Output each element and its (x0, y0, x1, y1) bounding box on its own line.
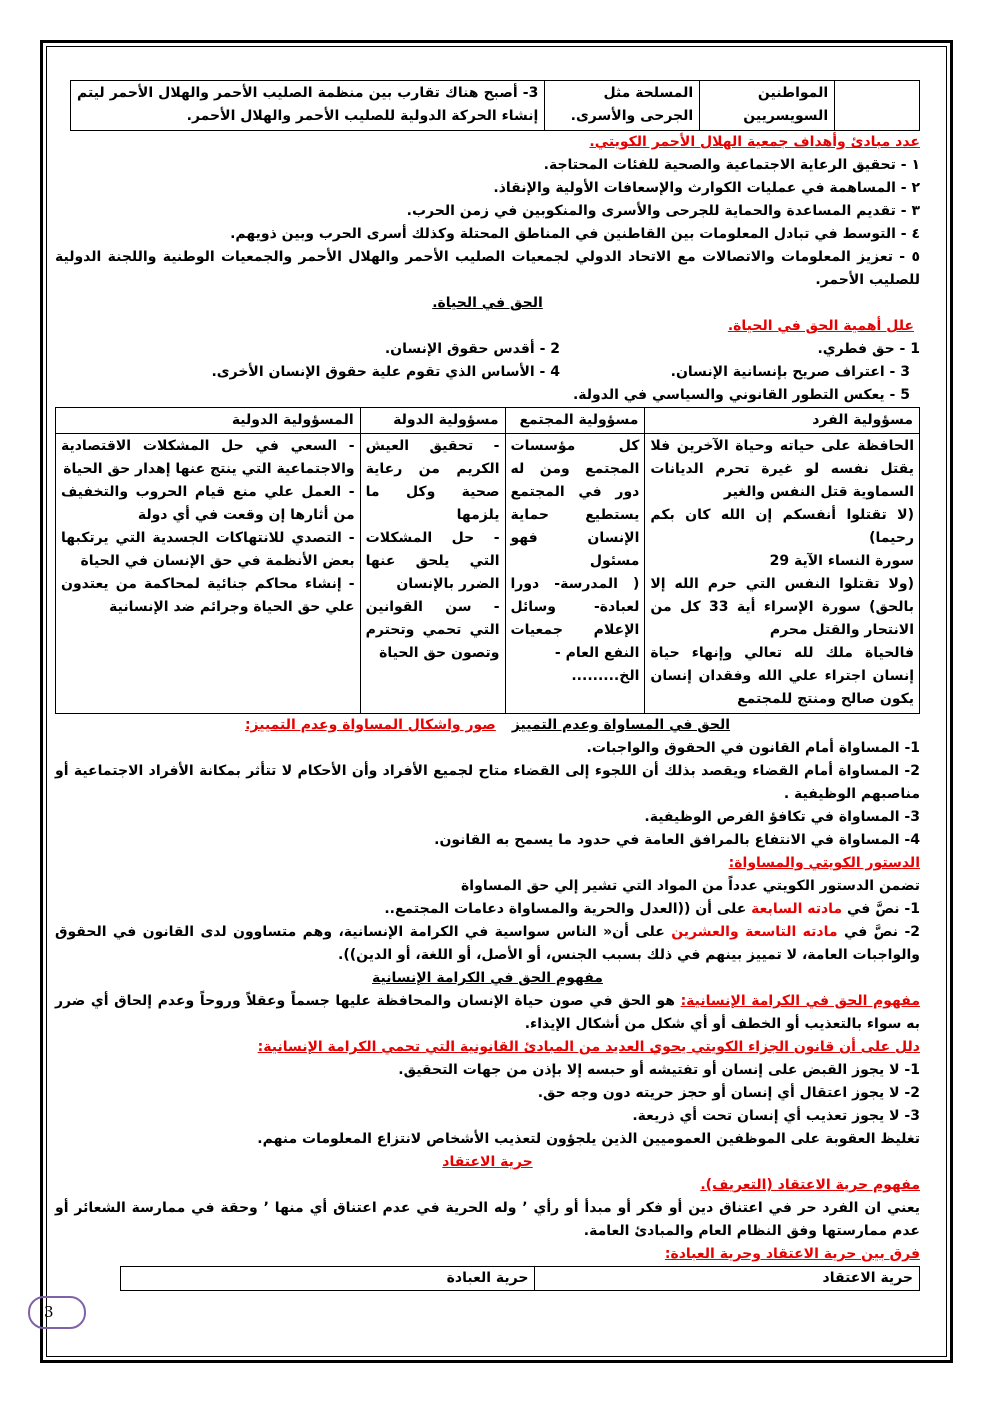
belief-definition-heading: مفهوم حرية الاعتقاد (التعريف). (700, 1177, 920, 1193)
compare-heading: فرق بين حرية الاعتقاد وحرية العبادة: (664, 1246, 920, 1262)
importance-heading: علل أهمية الحق في الحياة. (727, 318, 914, 334)
column-header: مسؤولية الفرد (645, 408, 920, 434)
article-prefix: 2- نصَّ في (837, 924, 921, 940)
red-crescent-heading: عدد مبادئ وأهداف جمعية الهلال الأحمر الكويتي. (589, 134, 920, 150)
continuation-table (70, 80, 920, 131)
cell-bullet: - السعي في حل المشكلات الاقتصادية والاجتماعية التي ينتج عنها إهدار حق الحياة (61, 438, 355, 477)
page-content (55, 80, 920, 1291)
cell-bullet: - إنشاء محاكم جنائية لمحاكمة من يعتدون علي حق الحياة وجرائم ضد الإنسانية (61, 576, 355, 615)
list-item: ٣ - تقديم المساعدة والحماية للجرحى والأسرى والمنكوبين في زمن الحرب. (406, 203, 920, 219)
penal-code-heading: دلل على أن قانون الجزاء الكويتي يحوي العديد من المبادئ القانونية التي تحمي الكرامة الإنسانية: (257, 1039, 920, 1055)
list-item: 2 - أقدس حقوق الإنسان. (384, 341, 560, 357)
table-row (56, 434, 920, 714)
cell-text: ( المدرسة- دورا لعبادة- وسائل الإعلام جمعيات النفع العام - (510, 576, 640, 661)
table-cell: 3- أصبح هناك تقارب بين منظمة الصليب الأحمر والهلال الأحمر ليتم إنشاء الحركة الدولية للصليب الأحمر والهلال الأحمر. (71, 81, 545, 131)
page-number-badge (28, 1296, 86, 1329)
cell-text: (ولا تقتلوا النفس التي حرم الله إلا بالحق) سورة الإسراء أية 33 كل من الانتحار والقتل محرم (650, 576, 914, 638)
section-title-belief: حرية الاعتقاد (442, 1154, 533, 1170)
cell-text: كل مؤسسات المجتمع ومن له دور في المجتمع يستطيع حماية الإنسان فهو مسئول (510, 438, 640, 569)
definition-label: مفهوم الحق في الكرامة الإنسانية: (680, 993, 920, 1009)
list-item: 1- لا يجوز القبض على إنسان أو تفتيشه أو حبسه إلا بإذن من جهات التحقيق. (398, 1062, 920, 1078)
belief-definition: يعني ان الفرد حر في اعتناق دين أو فكر أو مبدأ أو رأي ٬ وله الحرية في عدم اعتناق أي منها ٬ وحقة في ممارسة الشعائر أو عدم ممارستها وفق النظام العام والمبادئ العامة. (55, 1200, 920, 1239)
dignity-definition (55, 990, 920, 1036)
cell-bullet: - سن القوانين التي تحمي وتحترم وتصون حق الحياة (365, 599, 500, 661)
constitution-intro: تضمن الدستور الكويتي عدداً من المواد التي تشير إلي حق المساواة (461, 878, 920, 894)
list-item: ١ - تحقيق الرعاية الاجتماعية والصحية للفئات المحتاجة. (543, 157, 920, 173)
list-item: 1 - حق فطري. (817, 341, 920, 357)
society-cell (505, 434, 645, 714)
column-header: المسؤولية الدولية (56, 408, 361, 434)
article-text: على أن« الناس سواسية في الكرامة الإنسانية، وهم متساوون لدى القانون في الحقوق والواجبات العامة، لا تمييز بينهم في ذلك بسبب الجنس، أو الأصل، أو اللغة، أو الدين)). (55, 924, 920, 963)
column-header: حرية العبادة (121, 1267, 535, 1291)
article-prefix: 1- نصَّ في (842, 901, 920, 917)
cell-text: (لا تقتلوا أنفسكم إن الله كان بكم رحيما) (650, 507, 914, 546)
column-header: مسؤولية الدولة (360, 408, 505, 434)
article-29 (55, 921, 920, 967)
table-cell: المسلحة مثل الجرحى والأسرى. (545, 81, 700, 131)
column-header: حرية الاعتقاد (535, 1267, 920, 1291)
list-item: ٥ - تعزيز المعلومات والاتصالات مع الاتحاد الدولي لجمعيات الصليب الأحمر والهلال الأحمر والجمعيات الوطنية واللجنة الدولية للصليب الأحمر. (55, 249, 920, 288)
comparison-table (120, 1266, 920, 1291)
list-item: 4- المساواة في الانتفاع بالمرافق العامة في حدود ما يسمح به القانون. (434, 832, 920, 848)
reasons-row (55, 338, 920, 361)
list-item: ٤ - التوسط في تبادل المعلومات بين القاطنين في المناطق المحتلة وكذلك أسرى الحرب وبين ذويهم. (230, 226, 920, 242)
table-row (71, 81, 920, 131)
article-7 (55, 898, 920, 921)
section-title-equality: الحق في المساواة وعدم التمييز (511, 717, 731, 733)
list-item: ٢ - المساهمة في عمليات الكوارث والإسعافات الأولية والإنقاذ. (493, 180, 920, 196)
section-title-right-to-life: الحق في الحياة. (432, 295, 543, 311)
individual-cell (645, 434, 920, 714)
article-text: على أن ((العدل والحرية والمساواة دعامات المجتمع.. (384, 901, 752, 917)
cell-bullet: - العمل علي منع قيام الحروب والتخفيف من أثارها إن وقعت في أي دولة (61, 484, 355, 523)
article-number-highlight: مادته التاسعة والعشرين (671, 924, 838, 940)
list-item: 2- لا يجوز اعتقال أي إنسان أو حجز حريته دون وجه حق. (537, 1085, 920, 1101)
cell-text: فالحياة ملك لله تعالي وإنهاء حياة إنسان اجتراء علي الله وفقدان إنسان يكون صالح ومنتج للمجتمع (650, 645, 914, 707)
table-cell-empty (835, 81, 920, 131)
article-number-highlight: مادته السابعة (751, 901, 843, 917)
page-number: 3 (44, 1303, 54, 1321)
cell-text: الخ......... (571, 668, 640, 684)
equality-title-row (55, 714, 920, 737)
cell-text: الحافظة على حياته وحياة الآخرين فلا يقتل نفسه لو غيرة تحرم الديانات السماوية قتل النفس والغير (650, 438, 914, 500)
definition-text: هو الحق في صون حياة الإنسان والمحافظة عليها جسماً وعقلاً وروحاً وعدم إلحاق أي ضرر به سواء بالتعذيب أو الخطف أو أي شكل من أشكال الإيذاء. (55, 993, 920, 1032)
list-item: 5 - يعكس التطور القانوني والسياسي في الدولة. (572, 387, 910, 403)
cell-text: سورة النساء الآية 29 (769, 553, 914, 569)
cell-bullet: - تحقيق العيش الكريم من رعاية صحية وكل ما يلزمها (365, 438, 500, 523)
table-row (121, 1267, 920, 1291)
equality-forms-heading: صور واشكال المساواة وعدم التمييز: (244, 717, 496, 733)
table-cell: المواطنين السويسريين (700, 81, 835, 131)
list-item: 3- لا يجوز تعذيب أي إنسان تحت أي ذريعة. (632, 1108, 920, 1124)
reasons-row (55, 361, 920, 384)
list-item: 3- المساواة في تكافؤ الفرص الوظيفية. (644, 809, 920, 825)
list-item: 4 - الأساس الذي تقوم علية حقوق الإنسان الأخرى. (211, 364, 560, 380)
constitution-heading: الدستور الكويتي والمساواة: (728, 855, 920, 871)
list-item: 1- المساواة أمام القانون في الحقوق والواجبات. (586, 740, 920, 756)
responsibility-table (55, 407, 920, 714)
international-cell (56, 434, 361, 714)
list-item: 3 - اعتراف صريح بإنسانية الإنسان. (670, 364, 910, 380)
column-header: مسؤولية المجتمع (505, 408, 645, 434)
aggravation-text: تغليظ العقوبة على الموظفين العموميين الذين يلجؤون لتعذيب الأشخاص لانتزاع المعلومات منهم. (257, 1131, 920, 1147)
cell-bullet: - حل المشكلات التي يلحق عنها الضرر بالإنسان (365, 530, 500, 592)
state-cell (360, 434, 505, 714)
list-item: 2- المساواة أمام القضاء ويقصد بذلك أن اللجوء إلى القضاء متاح لجميع الأفراد وأن الأحكام لا تتأثر بمكانة الأفراد الاجتماعية أو مناصبهم الوظيفية . (55, 763, 920, 802)
section-title-dignity: مفهوم الحق في الكرامة الإنسانية (372, 970, 603, 986)
table-header-row (56, 408, 920, 434)
cell-bullet: - التصدي للانتهاكات الجسدية التي يرتكبها بعض الأنظمة في حق الإنسان في الحياة (61, 530, 355, 569)
